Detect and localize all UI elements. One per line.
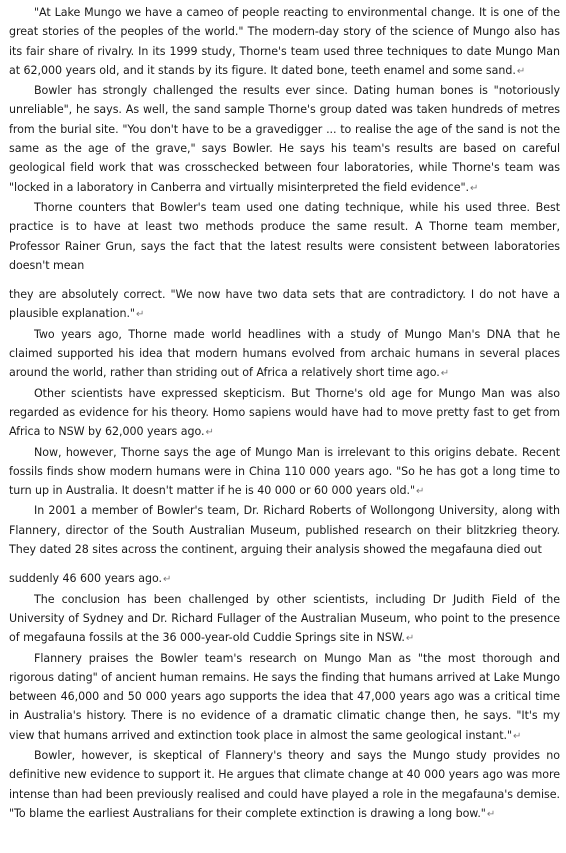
paragraph-2	[9, 81, 560, 198]
paragraph-mark-icon: ↵	[405, 633, 415, 645]
paragraph-text: Now, however, Thorne says the age of Mungo Man is irrelevant to this origins debate. Recent fossils finds show modern humans were in China 110 000 years ago. "So he has got a long time to turn up in Australia. It doesn't matter if he is 40 000 or 60 000 years old."	[9, 445, 560, 498]
paragraph-text: In 2001 a member of Bowler's team, Dr. Richard Roberts of Wollongong University, along with Flannery, director of the South Australian Museum, published research on their blitzkrieg theory. They dated 28 sites across the continent, arguing their analysis showed the megafauna died out	[9, 504, 560, 557]
paragraph-mark-icon: ↵	[486, 808, 496, 820]
paragraph-7-continued	[9, 569, 560, 589]
paragraph-text: they are absolutely correct. "We now have two data sets that are contradictory. I do not have a plausible explanation."	[9, 288, 560, 321]
paragraph-8	[9, 590, 560, 649]
paragraph-mark-icon: ↵	[440, 368, 450, 380]
paragraph-mark-icon: ↵	[416, 486, 425, 498]
paragraph-10	[9, 746, 560, 824]
paragraph-4	[9, 325, 560, 384]
paragraph-text: Other scientists have expressed skepticism. But Thorne's old age for Mungo Man was also regarded as evidence for his theory. Homo sapiens would have had to move pretty fast to get from Africa to NSW by 62,000 years ago.	[9, 386, 560, 439]
paragraph-text: Thorne counters that Bowler's team used one dating technique, while his used three. Best practice is to have at least two methods produce the same result. A Thorne team member, Professor Rainer Grun, says the fact that the latest results were consistent between laboratories doesn't mean	[9, 200, 560, 272]
paragraph-mark-icon: ↵	[135, 309, 145, 321]
paragraph-mark-icon: ↵	[470, 182, 479, 194]
paragraph-7	[9, 501, 560, 559]
paragraph-text: Two years ago, Thorne made world headlines with a study of Mungo Man's DNA that he claimed supported his idea that modern humans evolved from archaic humans in several places around the world, rather than striding out of Africa a relatively short time ago.	[9, 327, 560, 380]
paragraph-6	[9, 443, 560, 502]
paragraph-text: Bowler, however, is skeptical of Flannery's theory and says the Mungo study provides no definitive new evidence to support it. He argues that climate change at 40 000 years ago was more intense than had been previously realised and could have played a role in the megafauna's demise. "To blame the earliest Australians for their complete extinction is drawing a long bow."	[9, 748, 560, 820]
paragraph-3-continued	[9, 285, 560, 325]
paragraph-mark-icon: ↵	[516, 65, 526, 77]
paragraph-9	[9, 649, 560, 746]
paragraph-text: "At Lake Mungo we have a cameo of people reacting to environmental change. It is one of the great stories of the peoples of the world." The modern-day story of the science of Mungo also has its fair share of rivalry. In its 1999 study, Thorne's team used three techniques to date Mungo Man at 62,000 years old, and it stands by its figure. It dated bone, teeth enamel and some sand.	[9, 6, 560, 77]
paragraph-text: Bowler has strongly challenged the results ever since. Dating human bones is "notoriously unreliable", he says. As well, the sand sample Thorne's group dated was taken hundreds of metres from the burial site. "You don't have to be a gravedigger ... to realise the age of the sand is not the same as the age of the grave," says Bowler. He says his team's results are based on careful geological field work that was crosschecked between four laboratories, while Thorne's team was "locked in a laboratory in Canberra and virtually misinterpreted the field evidence".	[9, 84, 560, 194]
paragraph-mark-icon: ↵	[205, 427, 214, 439]
paragraph-mark-icon: ↵	[162, 574, 172, 586]
paragraph-3	[9, 198, 560, 275]
paragraph-text: Flannery praises the Bowler team's research on Mungo Man as "the most thorough and rigorous dating" of ancient human remains. He says the finding that humans arrived at Lake Mungo between 46,000 and 50 000 years ago supports the idea that 47,000 years ago was a critical time in Australia's history. There is no evidence of a dramatic climatic change then, he says. "It's my view that humans arrived and extinction took place in almost the same geological instant."	[9, 651, 560, 742]
paragraph-text: suddenly 46 600 years ago.	[9, 572, 162, 586]
paragraph-5	[9, 384, 560, 443]
paragraph-mark-icon: ↵	[513, 730, 522, 742]
paragraph-1	[9, 3, 560, 81]
paragraph-text: The conclusion has been challenged by other scientists, including Dr Judith Field of the University of Sydney and Dr. Richard Fullager of the Australian Museum, who point to the presence of megafauna fossils at the 36 000-year-old Cuddie Springs site in NSW.	[9, 592, 560, 645]
